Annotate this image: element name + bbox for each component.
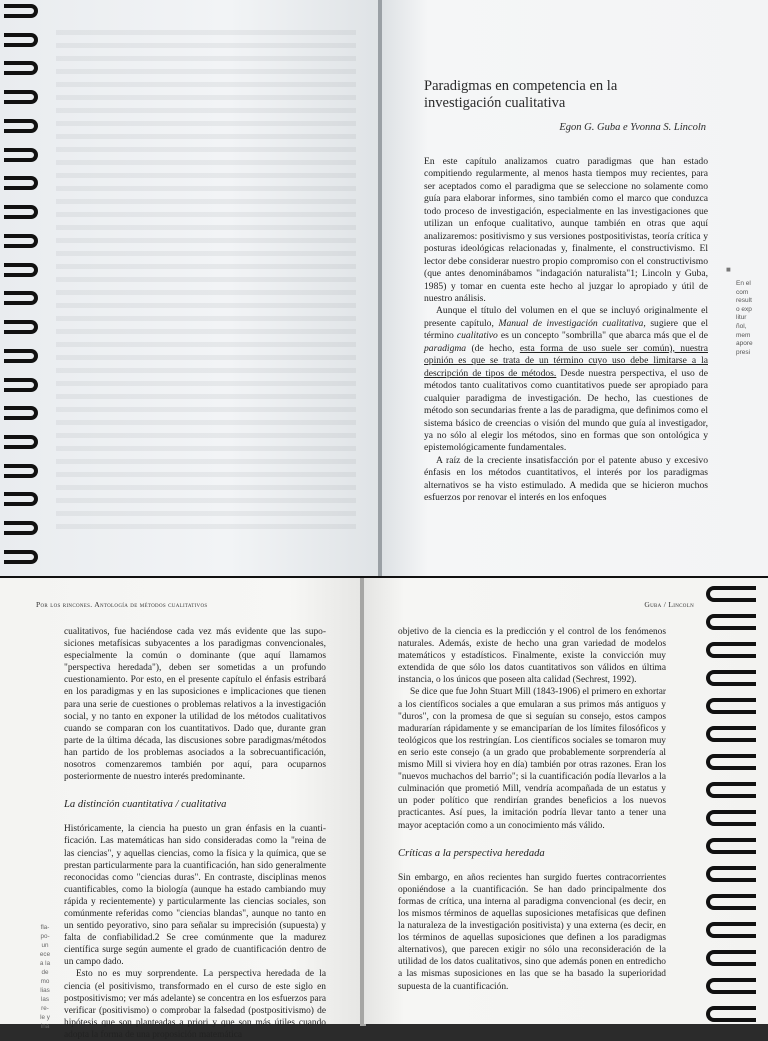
- top-right-page: [382, 0, 768, 576]
- bottom-spread: [0, 576, 768, 1040]
- running-head: Por los rincones. Antología de métodos cualitativos: [36, 600, 208, 609]
- binding-coil: [706, 698, 756, 714]
- section-heading: Críticas a la perspectiva heredada: [398, 847, 545, 859]
- paragraph: Se dice que fue John Stuart Mill (1843-1906) el primero en exhortar a los científicos sociales a que emularan a sus primos más antiguos y "duros", con la promesa de que si seguían su consejo, estos campos madurarían rápidamente y se emanciparían de los límites filosóficos y teológicos que los restringían. Los científicos sociales se tomaron muy en serio este consejo (a un grado que probablemente sorprendería al mismo Mill si viviera hoy en día) también por otras razones. Eran los "nuevos muchachos del barrio"; si la cuantificación podía llevarlos a la culminación que prometió Mill, vendría acompañada de un estatus y un poder político que rendirían grandes beneficios a los nuevos practicantes. Así pues, la imitación podría llevar tanto a tener una mayor aceptación como a un conocimiento más válido.: [398, 687, 666, 831]
- binding-coil: [4, 349, 38, 363]
- chapter-authors: Egon G. Guba e Yvonna S. Lincoln: [559, 122, 706, 133]
- binding-coil: [706, 670, 756, 686]
- paragraph: objetivo de la ciencia es la predicción y el control de los fenómenos naturales. Además, existe de hecho una gran variedad de modelos matemáticos y estadísticos. Finalmente, existe la convicción muy extendida de que sólo los datos cuantitativos son válidos en última instancia, o los únicos que poseen alta calidad (Sechrest, 1992).: [398, 627, 666, 686]
- paragraph: Históricamente, la ciencia ha puesto un gran énfasis en la cuantificación. Las matemáticas han sido consideradas como la "reina de las ciencias", y aquellas ciencias, como la física y la química, que se prestan particularmente para la cuantificación, han sido generalmente reconocidas como "ciencias duras". En contraste, disciplinas menos cuantificables, como la biología (aunque ha estado cambiando muy rápida y recientemente) y particularmente las ciencias sociales, son comúnmente referidas como "ciencias blandas", aunque no tanto en un sentido peyorativo, sino para señalar su imprecisión (supuesta) y falta de confiabilidad.2 Se cree comúnmente que la madurez científica surge según aumente el grado de cuantificación dentro de un campo dado.: [64, 824, 326, 968]
- binding-coil: [706, 978, 756, 994]
- paragraph: Aunque el título del volumen en el que se incluyó originalmente el presente capítulo, Manual de investigación cualitativa, sugiere que el término cualitativo es un concepto "sombrilla" que abarca más que el de paradigma (de hecho, esta forma de uso suele ser común), nuestra opinión es que se trata de un término cuyo uso debe limitarse a la descripción de tipos de métodos. Desde nuestra perspectiva, el uso de métodos tanto cualitativos como cuantitativos puede ser apropiado para cualquier paradigma de investigación. De hecho, las cuestiones de método son secundarias frente a las de paradigma, que definimos como el sistema básico de creencias o visión del mundo que guía al investigador, ya no sólo al elegir los métodos, sino en formas que son ontológica y epistemológicamente fundamentales.: [424, 305, 708, 454]
- binding-coil: [4, 205, 38, 219]
- text-column: [64, 626, 326, 1041]
- binding-coil: [4, 176, 38, 190]
- binding-coil: [4, 464, 38, 478]
- binding-coil: [4, 61, 38, 75]
- spiral-binding-right: [706, 586, 756, 1022]
- binding-coil: [4, 378, 38, 392]
- text-column: [398, 626, 666, 993]
- top-left-page: [0, 0, 380, 576]
- binding-coil: [4, 90, 38, 104]
- paragraph: A raíz de la creciente insatisfacción por el patente abuso y excesivo énfasis en los métodos cuantitativos, el interés por los paradigmas alternativos se ha visto estimulado. A medida que se hicieron muchos esfuerzos por renovar el interés en los enfoques: [424, 454, 708, 504]
- binding-coil: [4, 406, 38, 420]
- binding-coil: [4, 435, 38, 449]
- binding-coil: [706, 922, 756, 938]
- binding-coil: [706, 782, 756, 798]
- binding-coil: [4, 119, 38, 133]
- paragraph: cualitativos, fue haciéndose cada vez más evidente que las suposiciones metafísicas subyacentes a los paradigmas convencionales, especialmente la común o dominante (que aquí llamamos "perspectiva heredada"), deben ser sometidas a un profundo cuestionamiento. Por esto, en el presente capítulo el énfasis estribará en los paradigmas y en las suposiciones e implicaciones que tienen para una serie de cuestiones o problemas relativos a la investigación social, y no tanto en exponer la utilidad de los métodos cualitativos cuando se comparan con los cuantitativos. Dado que, durante gran parte de la última década, las discusiones sobre paradigmas/métodos han partido de los problemas asociados a la sobrecuantificación, nosotros comenzaremos también por aquí, para ocuparnos posteriormente de nuestro interés predominante.: [64, 627, 326, 783]
- section-heading: La distinción cuantitativa / cualitativa: [64, 799, 227, 811]
- binding-coil: [4, 550, 38, 564]
- binding-coil: [4, 234, 38, 248]
- margin-note: fla- po- un ece a la de mo lias las re- le y ina: [39, 924, 51, 1030]
- binding-coil: [706, 950, 756, 966]
- binding-coil: [706, 894, 756, 910]
- paragraph: En este capítulo analizamos cuatro paradigmas que han estado compitiendo regularmente, al menos hasta tiempos muy recientes, para ser aceptados como el paradigma que se seleccione no solamente como guía para elaborar informes, sino también como el marco que conduzca todo proceso de investigación, especialmente en las investigaciones que utilizan un enfoque cualitativo, aunque también en otras que aquí analizaremos: positivismo y sus versiones postpositivistas, teoría crítica y posturas ideológicas relacionadas y, finalmente, el constructivismo. El lector debe considerar nuestro propio compromiso con el constructivismo (que antes denominábamos "indagación naturalista"1; Lincoln y Guba, 1985) y tomar en cuenta este hecho al juzgar lo apropiado y útil de nuestro análisis.: [424, 156, 708, 304]
- binding-coil: [4, 291, 38, 305]
- paragraph: Sin embargo, en años recientes han surgido fuertes contracorrientes oponiéndose a la cuantificación. Se han dado principalmente dos formas de crítica, una interna al paradigma convencional (es decir, en los mismos términos de aquellas suposiciones metafísicas que definen la naturaleza de la investigación positivista) y una externa (es decir, en los términos de aquellas suposiciones que definen a los paradigmas alternativos), que parecen exigir no sólo una reconsideración de la utilidad de los datos cualitativos, sino que además ponen en entredicho a las mismas suposiciones en las que se ha basado la superioridad supuesta de la cuantificación.: [398, 872, 666, 992]
- binding-coil: [706, 754, 756, 770]
- paragraph: Esto no es muy sorprendente. La perspectiva heredada de la ciencia (el positivismo, transformado en el curso de este siglo en postpositivismo; ver más adelante) se concentra en los esfuerzos para verificar (positivismo) o comprobar la falsedad (postpositivismo) de hipótesis que son planteadas a priori y que son más útiles cuando adopta la forma de una proposición matemática: [64, 969, 326, 1040]
- margin-bullet: ■: [726, 265, 731, 274]
- binding-coil: [4, 320, 38, 334]
- binding-coil: [706, 586, 756, 602]
- chapter-body: [424, 156, 708, 505]
- underlined-passage: esta forma de uso suele ser común), nuestra opinión es que se trata de un término cuyo uso debe limitarse a la descripción de tipos de métodos.: [424, 342, 708, 379]
- binding-coil: [706, 810, 756, 826]
- binding-coil: [4, 263, 38, 277]
- binding-coil: [706, 726, 756, 742]
- binding-coil: [4, 521, 38, 535]
- binding-coil: [706, 614, 756, 630]
- binding-coil: [4, 148, 38, 162]
- binding-coil: [706, 866, 756, 882]
- spiral-binding-left: [4, 4, 38, 564]
- binding-coil: [706, 838, 756, 854]
- binding-coil: [4, 4, 38, 18]
- margin-note: En el com result o exp litur ñol, mem apore presi: [736, 280, 753, 356]
- bleed-through-text: [56, 30, 356, 536]
- running-head: Guba / Lincoln: [644, 600, 694, 609]
- binding-coil: [4, 492, 38, 506]
- binding-coil: [706, 1006, 756, 1022]
- bottom-left-page: [0, 578, 362, 1040]
- binding-coil: [4, 33, 38, 47]
- binding-coil: [706, 642, 756, 658]
- chapter-title: Paradigmas en competencia en la investigación cualitativa: [424, 78, 618, 111]
